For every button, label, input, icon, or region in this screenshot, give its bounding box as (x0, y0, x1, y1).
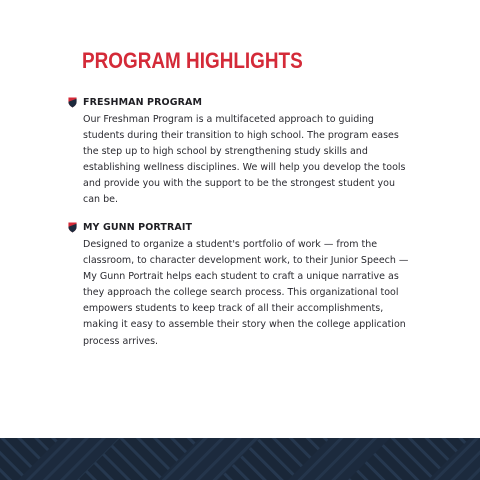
section-heading: FRESHMAN PROGRAM (83, 97, 203, 108)
section-description: Designed to organize a student's portfolio of work — from the classroom, to character development work, to their Junior Speech — My Gunn Portrait helps each student to craft a unique narrative as they approach the college search process. This organizational tool empowers students to keep track of all their accomplishments, making it easy to assemble their story when the college application process arrives. (83, 239, 409, 347)
shield-icon (68, 97, 77, 108)
section-description: Our Freshman Program is a multifaceted approach to guiding students during their transition to high school. The program eases the step up to high school by strengthening study skills and establishing wellness disciplines. We will help you develop the tools and provide you with the support to be the strongest student you can be. (83, 114, 406, 206)
page-title: PROGRAM HIGHLIGHTS (82, 48, 303, 73)
section-freshman-program (68, 95, 413, 209)
shield-icon (68, 222, 77, 233)
section-header (68, 220, 413, 236)
section-heading: MY GUNN PORTRAIT (83, 222, 193, 233)
footer-pattern-band (0, 438, 480, 480)
section-my-gunn-portrait (68, 220, 413, 350)
section-header (68, 95, 413, 111)
footer-pattern-graphic (0, 438, 480, 480)
